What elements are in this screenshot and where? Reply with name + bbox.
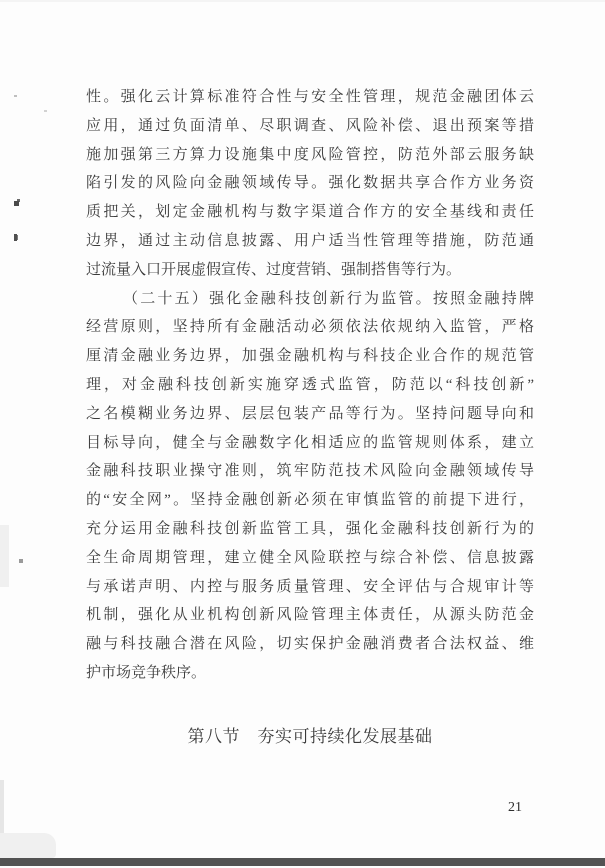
scan-top-edge-line <box>0 0 605 2</box>
text-line: 护市场竞争秩序。 <box>86 664 207 681</box>
text-line: 充分运用金融科技创新监管工具，强化金融科技创新行为的 <box>86 520 534 537</box>
scan-smudge <box>0 833 56 858</box>
text-line: 融与科技融合潜在风险，切实保护金融消费者合法权益、维 <box>86 636 534 653</box>
scan-bottom-edge-bar <box>0 858 605 866</box>
text-line: 经营原则，坚持所有金融活动必须依法依规纳入监管，严格 <box>86 319 534 336</box>
text-line: 理，对金融科技创新实施穿透式监管，防范以“科技创新” <box>86 376 534 393</box>
scan-smudge <box>0 780 4 858</box>
text-line: 目标导向，健全与金融数字化相适应的监管规则体系，建立 <box>86 434 534 451</box>
text-line: 机制，强化从业机构创新风险管理主体责任，从源头防范金 <box>86 607 534 624</box>
body-text <box>86 83 534 688</box>
text-line: 金融科技职业操守准则，筑牢防范技术风险向金融领域传导 <box>86 463 534 480</box>
ink-speck <box>14 234 17 241</box>
text-line: 施加强第三方算力设施集中度风险管控，防范外部云服务缺 <box>86 146 534 163</box>
text-line: 应用，通过负面清单、尽职调查、风险补偿、退出预案等措 <box>86 117 534 134</box>
scan-smudge <box>0 525 9 587</box>
page-number: 21 <box>508 800 522 815</box>
text-line: （二十五）强化金融科技创新行为监管。按照金融持牌 <box>123 290 534 307</box>
text-line: 全生命周期管理，建立健全风险联控与综合补偿、信息披露 <box>86 549 534 566</box>
text-line: 边界，通过主动信息披露、用户适当性管理等措施，防范通 <box>86 232 534 249</box>
text-line: 过流量入口开展虚假宣传、过度营销、强制搭售等行为。 <box>86 261 462 278</box>
ink-speck <box>44 110 47 112</box>
text-line: 陷引发的风险向金融领域传导。强化数据共享合作方业务资 <box>86 175 534 192</box>
ink-speck <box>14 95 17 97</box>
text-line: 的“安全网”。坚持金融创新必须在审慎监管的前提下进行， <box>86 492 534 509</box>
section-heading: 第八节 夯实可持续化发展基础 <box>187 727 433 746</box>
text-line: 质把关，划定金融机构与数字渠道合作方的安全基线和责任 <box>86 204 534 221</box>
text-line: 之名模糊业务边界、层层包装产品等行为。坚持问题导向和 <box>86 405 534 422</box>
ink-speck <box>14 201 19 206</box>
ink-speck <box>19 559 23 563</box>
text-line: 性。强化云计算标准符合性与安全性管理，规范金融团体云 <box>86 89 534 105</box>
text-line: 与承诺声明、内控与服务质量管理、安全评估与合规审计等 <box>86 578 534 595</box>
text-line: 厘清金融业务边界，加强金融机构与科技企业合作的规范管 <box>86 348 534 365</box>
